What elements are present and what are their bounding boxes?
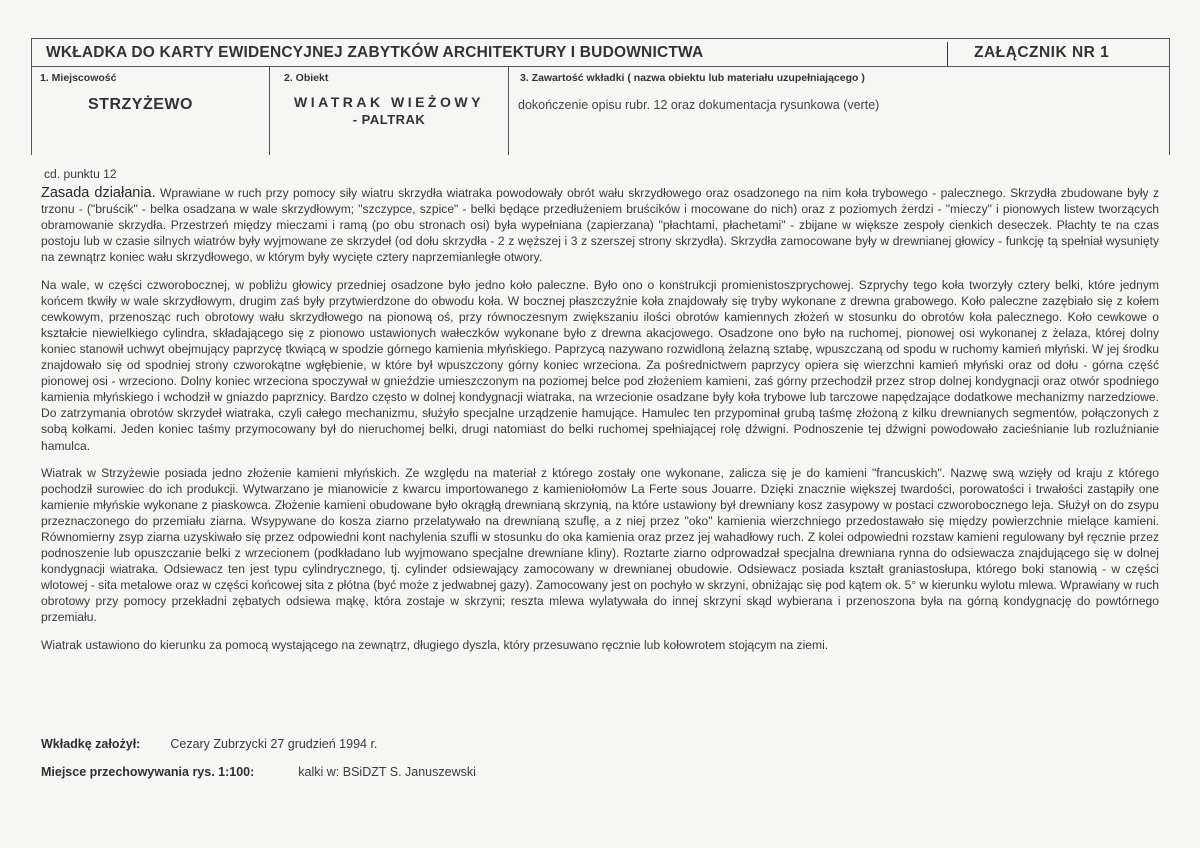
object-cell	[270, 67, 509, 155]
place-value: STRZYŻEWO	[88, 96, 193, 113]
content-label: 3. Zawartość wkładki ( nazwa obiektu lub materiału uzupełniającego )	[520, 72, 865, 84]
continuation-note: cd. punktu 12	[44, 167, 117, 181]
object-value	[270, 93, 508, 129]
content-cell	[509, 67, 1169, 155]
annex-number: ZAŁĄCZNIK NR 1	[974, 44, 1110, 61]
paragraph-1-text: Wprawiane w ruch przy pomocy siły wiatru skrzydła wiatraka powodowały obrót wału skrzydłowego oraz osadzonego na nim koła trybowego - palecznego. Skrzydła zbudowane były z trzonu - ("bruścik" - belka osadzana w wale skrzydłowym; "szczypce, szpice" - belki będące przedłużeniem bruścików i mocowane do nich) oraz z poziomych żerdzi - "mieczy" i pionowych listew tworzących obramowanie skrzydła. Przestrzeń między mieczami i ramą (po obu stronach osi) była wypełniana (zapierzana) "płachtami, płachetami" - zbijane w większe zespoły cienkich deseczek. Płachty te na czas postoju lub w czasie silnych wiatrów były wyjmowane ze skrzydeł (od dołu skrzydła - 2 z węższej i 3 z szerszej strony skrzydła). Skrzydła zamocowane były w drewnianej głowicy - funkcję tą spełniał wysunięty na zewnątrz koniec wału skrzydłowego, w którym były wycięte cztery naprzemianległe otwory.	[41, 186, 1159, 265]
place-label: 1. Miejscowość	[40, 72, 117, 84]
section-heading: Zasada działania.	[41, 185, 156, 202]
paragraph-3: Wiatrak w Strzyżewie posiada jedno złożenie kamieni młyńskich. Ze względu na materiał z którego zostały one wykonane, zalicza się je do kamieni "francuskich". Nazwę swą wzięły od kraju z którego pochodził surowiec do ich produkcji. Wytwarzano je mianowicie z kwarcu importowanego z kamieniołomów La Ferte sous Jouarre. Dzięki znacznie większej twardości, porowatości i trwałości zastąpiły one kamienie młyńskie wykonane z piaskowca. Złożenie kamieni obudowane było okrągłą drewnianą skrzynią, na które ustawiony był drewniany kosz zasypowy w postaci czworobocznego leja. Służył on do zsypu przeznaczonego do przemiału ziarna. Wsypywane do kosza ziarno przelatywało na drewnianą szuflę, a z niej przez "oko" kamienia wierzchniego przedostawało się między powierzchnie mielące kamieni. Równomierny zsyp ziarna uzyskiwało się przez odpowiedni kont nachylenia szufli w stosunku do oka kamienia oraz przez jej wahadłowy ruch. Z kolei odpowiedni rozstaw kamieni regulowany był ręcznie przez podnoszenie lub opuszczanie belki z wrzecionem (podkładano lub wyjmowano specjalne drewniane kliny). Roztarte ziarno odprowadzał specjalna drewniana rynna do odsiewacza znajdującego się w dolnej kondygnacji wiatraka. Odsiewacz ten jest typu cylindrycznego, tj. cylinder odsiewający zamocowany w drewnianej obudowie. Odsiewacz posiada kształt graniastosłupa, którego boki stanowią - w części wlotowej - sita metalowe oraz w części końcowej sita z płótna (być może z jedwabnej gazy). Zamocowany jest on pochyło w skrzyni, obniżając się pod kątem ok. 5° w kierunku wylotu mlewa. Wprawiany w ruch obrotowy przy pomocy przekładni zębatych odsiewa mąkę, która zostaje w skrzyni; reszta mlewa wylatywała do innej skrzyni skąd wybierana i przenoszona była na górną kondygnację do powtórnego przemiału.	[41, 465, 1159, 625]
description-body	[41, 166, 1159, 664]
object-label: 2. Obiekt	[284, 72, 329, 84]
paragraph-operating-principle	[41, 185, 1159, 265]
storage-label: Miejsce przechowywania rys. 1:100:	[41, 765, 255, 779]
object-value-line2: - PALTRAK	[352, 112, 426, 127]
author-label: Wkładkę założył:	[41, 737, 141, 751]
author-value: Cezary Zubrzycki 27 grudzień 1994 r.	[170, 737, 378, 751]
object-value-line1: WIATRAK WIEŻOWY	[294, 94, 484, 110]
storage-value: kalki w: BSiDZT S. Januszewski	[298, 765, 476, 779]
document-title: WKŁADKA DO KARTY EWIDENCYJNEJ ZABYTKÓW ARCHITEKTURY I BUDOWNICTWA	[46, 44, 704, 61]
place-cell	[32, 67, 270, 155]
storage-line	[41, 765, 476, 779]
author-line	[41, 737, 377, 751]
paragraph-4: Wiatrak ustawiono do kierunku za pomocą wystającego na zewnątrz, długiego dyszla, który przesuwano ręcznie lub kołowrotem stojącym na ziemi.	[41, 637, 829, 652]
header-divider	[947, 42, 948, 66]
header-table	[31, 38, 1170, 155]
paragraph-2: Na wale, w części czworobocznej, w pobliżu głowicy przedniej osadzone było jedno koło paleczne. Było ono o konstrukcji promienistoszprychowej. Szprychy tego koła tworzyły cztery belki, które jednym końcem tkwiły w wale skrzydłowym, drugim zaś były przytwierdzone do obwodu koła. W bocznej płaszczyźnie koła znajdowały się tryby wykonane z drewna grabowego. Koło paleczne zazębiało się z kołem cewkowym, przenosząc ruch obrotowy wału skrzydłowego na pionową oś, przy równoczesnym zwiększaniu ilości obrotów kamiennych złożeń w stosunku do obrotów koła palecznego. Koło cewkowe o kształcie niewielkiego cylindra, składającego się z pionowo ustawionych wałeczków wykonane było z drewna akacjowego. Osadzone ono było na ruchomej, pionowej osi wykonanej z żelaza, której dolny koniec stanowił uchwyt obejmujący paprzycę tkwiącą w spodzie górnego kamienia młyńskiego. Paprzycą nazywano rozwidloną żelazną sztabę, wpuszczaną od spodu w ruchomy kamień młyński. W jej środku znajdowało się od spodniej strony czworokątne wgłębienie, w które był wpuszczony górny koniec wrzeciona. Za pośrednictwem paprzycy opiera się wierzchni kamień młyński oraz od dołu - górna część pionowej osi - wrzeciono. Dolny koniec wrzeciona spoczywał w gnieździe umieszczonym na poziomej belce pod złożeniem kamieni, zaś górny przechodził przez strop dolnej kondygnacji oraz otwór spodniego kamienia młyńskiego i wchodził w gniazdo paprznicy. Bardzo często w dolnej kondygnacji wiatraka, na wrzecionie osadzane były koła trybowe lub tarczowe napędzające dodatkowe mechanizmy narzedziowe. Do zatrzymania obrotów skrzydeł wiatraka, czyli całego mechanizmu, służyło specjalne urządzenie hamujące. Hamulec ten przypominał grubą taśmę złożoną z kilku drewnianych segmentów, połączonych z sobą kołkami. Jeden koniec taśmy przymocowany był do nieruchomej belki, drugi natomiast do belki ruchomej spełniającej rolę dźwigni. Podnoszenie tej dźwigni powodowało zacieśnianie lub rozluźnianie hamulca.	[41, 277, 1159, 453]
content-value: dokończenie opisu rubr. 12 oraz dokumentacja rysunkowa (verte)	[518, 98, 880, 112]
